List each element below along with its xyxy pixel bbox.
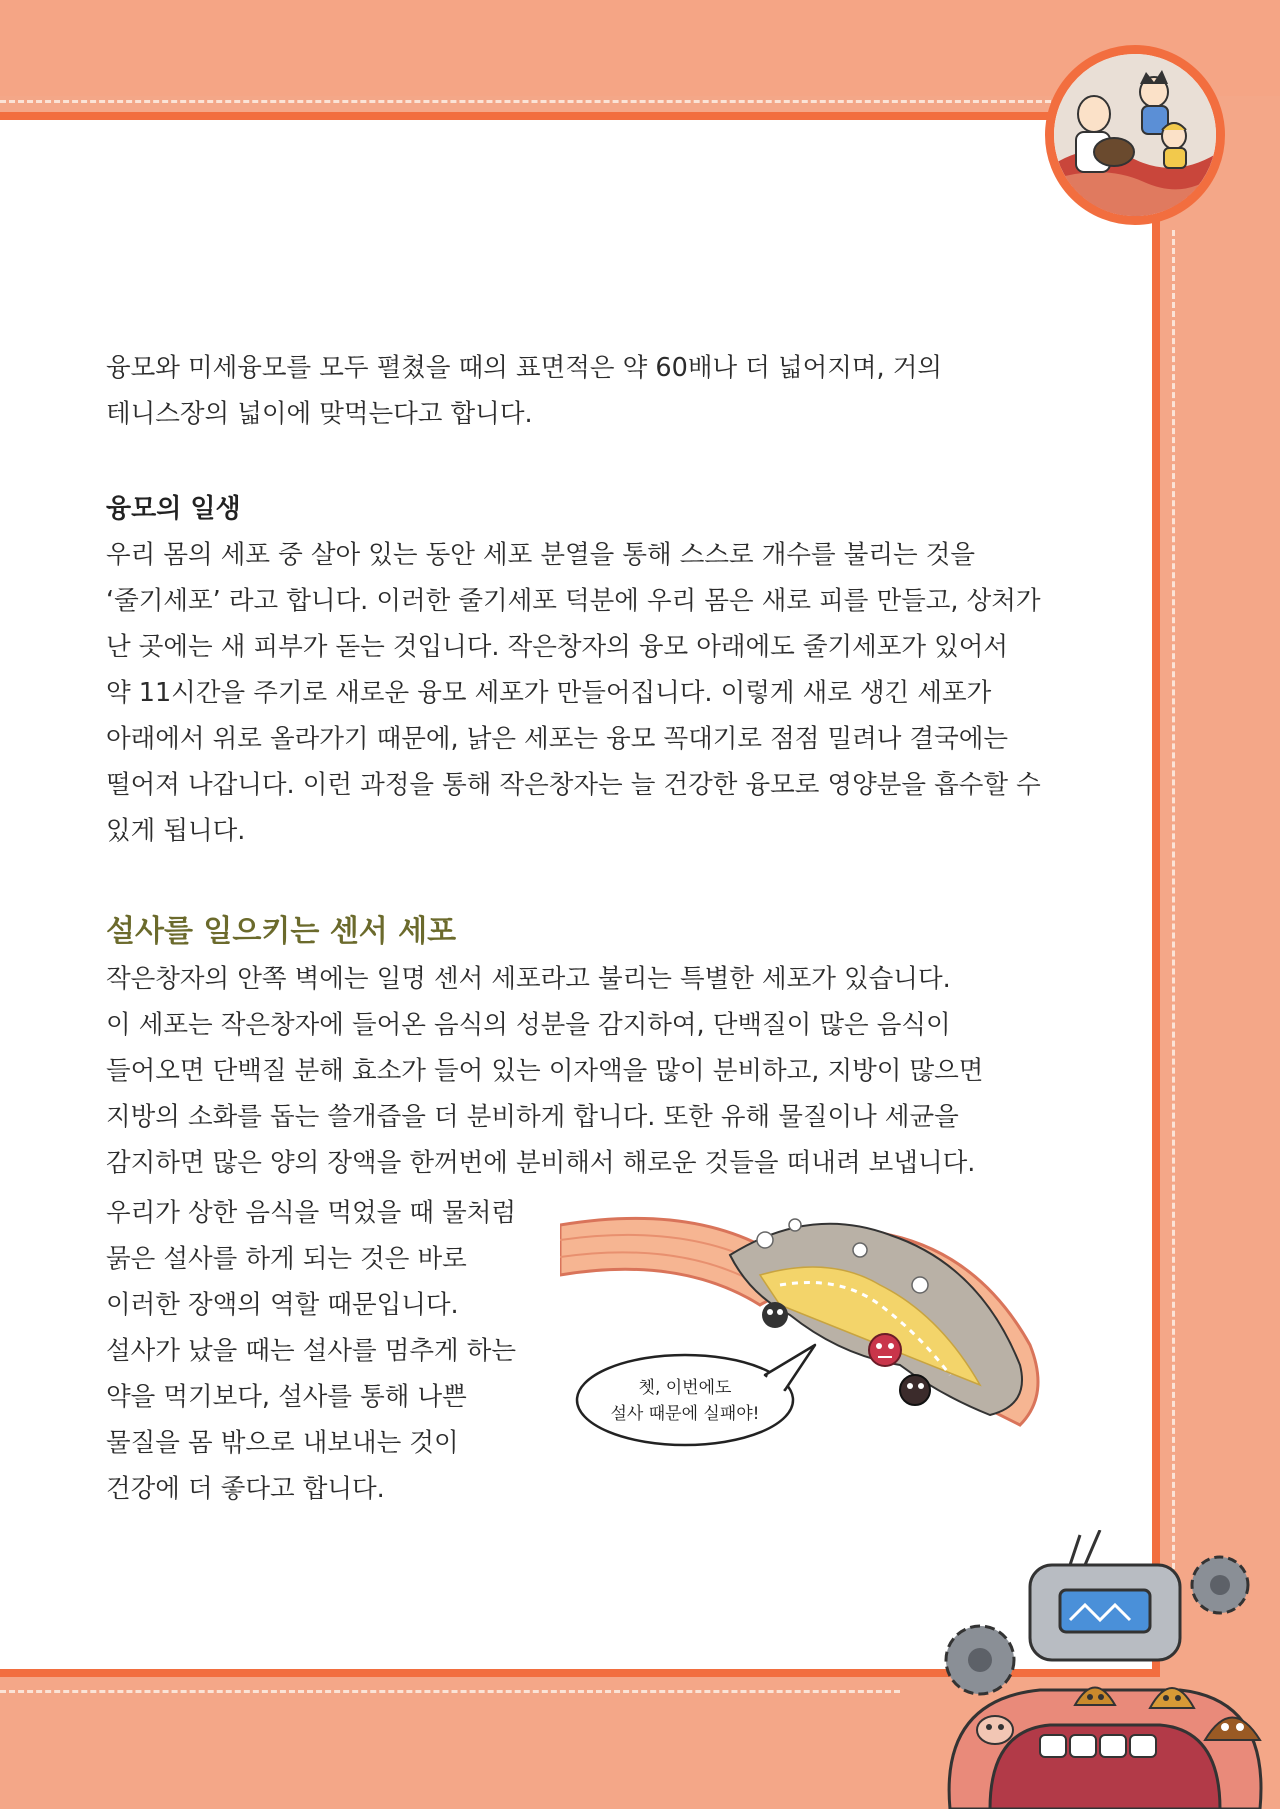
section1-paragraph: [106, 532, 1076, 854]
virus-icon: [869, 1334, 901, 1366]
bottom-dashed-line: [0, 1690, 900, 1693]
corner-comic-badge: [1045, 45, 1225, 225]
gear-icon: [946, 1626, 1014, 1694]
comic-scene-illustration: [1054, 54, 1216, 216]
section1-line: 우리 몸의 세포 중 살아 있는 동안 세포 분열을 통해 스스로 개수를 불리는 것을: [106, 540, 975, 570]
section2-side-paragraph: [106, 1190, 576, 1512]
top-dashed-line: [0, 100, 1060, 103]
speech-bubble: [577, 1345, 815, 1445]
intro-line: 융모와 미세융모를 모두 펼쳤을 때의 표면적은 약 60배나 더 넓어지며, 거의: [106, 353, 942, 383]
section-heading-villus-life: 융모의 일생: [106, 494, 241, 524]
section1-line: 떨어져 나갑니다. 이런 과정을 통해 작은창자는 늘 건강한 융모로 영양분을 흡수할 수: [106, 770, 1041, 800]
section1-line: 아래에서 위로 올라가기 때문에, 낡은 세포는 융모 꼭대기로 점점 밀려나 결국에는: [106, 724, 1009, 754]
speech-line-2: 설사 때문에 실패야!: [610, 1404, 760, 1424]
robot-character-illustration: [920, 1530, 1280, 1809]
germ-icon: [900, 1375, 930, 1405]
section2-line: 들어오면 단백질 분해 효소가 들어 있는 이자액을 많이 분비하고, 지방이 많으면: [106, 1056, 984, 1086]
section2-line: 감지하면 많은 양의 장액을 한꺼번에 분비해서 해로운 것들을 떠내려 보냅니다.: [106, 1148, 976, 1178]
right-dashed-line: [1172, 230, 1175, 1650]
section2-line: 이 세포는 작은창자에 들어온 음식의 성분을 감지하여, 단백질이 많은 음식이: [106, 1010, 951, 1040]
section1-line: 난 곳에는 새 피부가 돋는 것입니다. 작은창자의 융모 아래에도 줄기세포가 있어서: [106, 632, 1009, 662]
intro-paragraph: [106, 345, 1076, 437]
intro-line: 테니스장의 넓이에 맞먹는다고 합니다.: [106, 399, 533, 429]
side-line: 설사가 났을 때는 설사를 멈추게 하는: [106, 1336, 517, 1366]
section1-line: 있게 됩니다.: [106, 816, 246, 846]
section2-line: 지방의 소화를 돕는 쓸개즙을 더 분비하게 합니다. 또한 유해 물질이나 세균을: [106, 1102, 959, 1132]
intestine-illustration: [560, 1195, 1060, 1455]
side-line: 약을 먹기보다, 설사를 통해 나쁜: [106, 1382, 467, 1412]
germ-icon: [762, 1302, 788, 1328]
side-line: 물질을 몸 밖으로 내보내는 것이: [106, 1428, 459, 1458]
section1-line: ‘줄기세포’ 라고 합니다. 이러한 줄기세포 덕분에 우리 몸은 새로 피를 만들고, 상처가: [106, 586, 1041, 616]
speech-line-1: 쳇, 이번에도: [638, 1378, 732, 1398]
gear-icon: [1192, 1557, 1248, 1613]
section1-line: 약 11시간을 주기로 새로운 융모 세포가 만들어집니다. 이렇게 새로 생긴 세포가: [106, 678, 992, 708]
side-line: 건강에 더 좋다고 합니다.: [106, 1474, 385, 1504]
section2-paragraph: [106, 956, 1076, 1186]
side-line: 이러한 장액의 역할 때문입니다.: [106, 1290, 459, 1320]
face-character-icon: [977, 1716, 1013, 1744]
section2-line: 작은창자의 안쪽 벽에는 일명 센서 세포라고 불리는 특별한 세포가 있습니다.: [106, 964, 951, 994]
section-heading-sensor-cell: 설사를 일으키는 센서 세포: [106, 914, 457, 949]
side-line: 우리가 상한 음식을 먹었을 때 물처럼: [106, 1198, 517, 1228]
side-line: 묽은 설사를 하게 되는 것은 바로: [106, 1244, 467, 1274]
